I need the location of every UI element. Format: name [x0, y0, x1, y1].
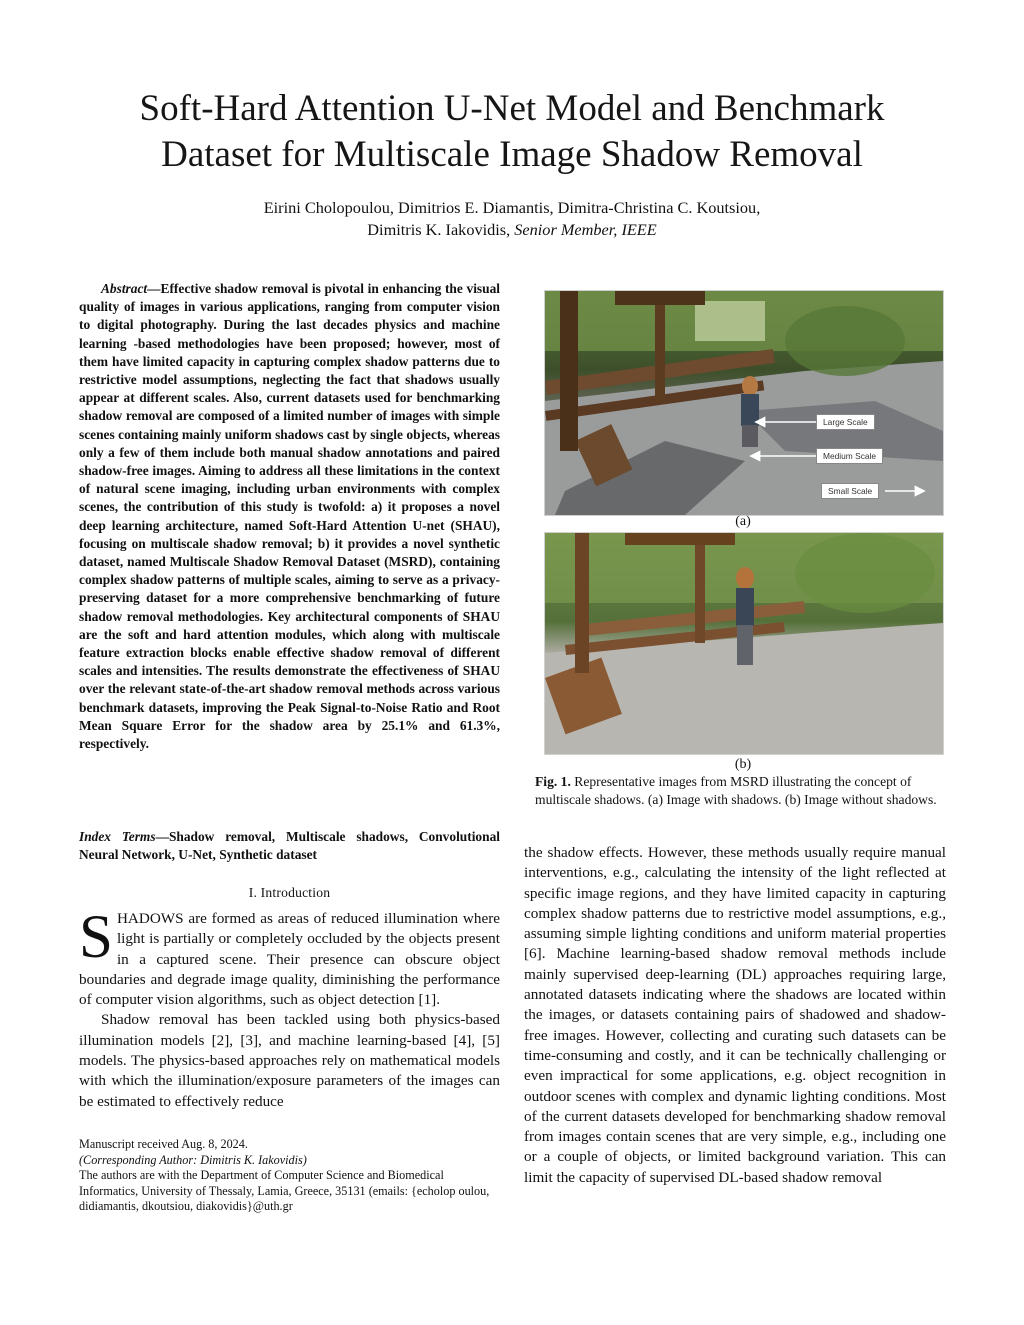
abstract-label: Abstract — [101, 281, 148, 296]
index-terms — [79, 828, 500, 864]
intro-paragraph-1-text: HADOWS are formed as areas of reduced illumination where light is partially or completely occluded by the objects present in a captured scene. Their presence can obscure object boundaries and degrade image quality, diminishing the performance of computer vision algorithms, such as object detection [1]. — [79, 910, 500, 1009]
caption-text: Representative images from MSRD illustrating the concept of multiscale shadows. (a) Image with shadows. (b) Image without shadows. — [535, 774, 937, 807]
introduction-text — [79, 904, 500, 1112]
footnote-corresponding: (Corresponding Author: Dimitris K. Iakovidis) — [79, 1152, 307, 1167]
small-scale-tag: Small Scale — [821, 483, 879, 499]
footnote — [79, 1137, 500, 1215]
footnote-affiliation: The authors are with the Department of Computer Science and Biomedical Informatics, University of Thessaly, Lamia, Greece, 35131 (emails: {echolop oulou, didiamantis, dkoutsiou, diakovidis}@uth.gr — [79, 1168, 490, 1214]
authors-line-2 — [100, 219, 924, 241]
title-line-2: Dataset for Multiscale Image Shadow Removal — [161, 134, 863, 175]
abstract — [79, 280, 500, 753]
shadow-free-scene-image — [545, 533, 943, 754]
title-line-1: Soft-Hard Attention U-Net Model and Benchmark — [139, 88, 885, 129]
figure-label-b: (b) — [734, 757, 752, 772]
author-list — [100, 197, 924, 241]
intro-paragraph-2: Shadow removal has been tackled using both physics-based illumination models [2], [3], and machine learning-based [4], [5] models. The physics-based approaches rely on mathematical models with which the illumination/exposure parameters of the images can be estimated to effectively reduce — [79, 1011, 500, 1110]
index-terms-label: Index Terms — [79, 829, 156, 844]
figure-caption — [535, 773, 946, 808]
footnote-received: Manuscript received Aug. 8, 2024. — [79, 1137, 248, 1151]
medium-scale-tag: Medium Scale — [816, 448, 883, 464]
authors-line-1: Eirini Cholopoulou, Dimitrios E. Diamantis, Dimitra-Christina C. Koutsiou, — [263, 198, 761, 217]
paper-title — [60, 86, 964, 178]
scale-arrows — [545, 291, 943, 515]
section-heading: I. Introduction — [248, 885, 331, 900]
author-name: Dimitris K. Iakovidis, — [367, 220, 511, 239]
right-column-text: the shadow effects. However, these methods usually require manual interventions, e.g., calculating the intensity of the light reflected at specific image regions, and they have limited capacity in capturing complex shadow patterns due to restrictive model assumptions, e.g., assuming simple lighting conditions and uniform material properties [6]. Machine learning-based shadow removal methods include mainly supervised deep-learning (DL) approaches requiring large, annotated datasets indicating where the shadows are located within the images, or datasets containing pairs of shadowed and shadow-free images. However, collecting and curating such datasets can be time-consuming and costly, and it can be technically challenging or even impractical for some applications, e.g. object recognition in outdoor scenes with complex and dynamic lighting conditions. Most of the current datasets developed for benchmarking shadow removal from images contain scenes that are very simple, e.g., including one or a couple of objects, or limited background variation. This can limit the capacity of supervised DL-based shadow removal — [524, 844, 946, 1186]
figure-image-with-shadows — [544, 290, 944, 516]
drop-cap: S — [79, 904, 113, 971]
caption-label: Fig. 1. — [535, 774, 571, 789]
large-scale-tag: Large Scale — [816, 414, 875, 430]
figure-label-a: (a) — [735, 514, 751, 529]
index-terms-text: —Shadow removal, Multiscale shadows, Convolutional Neural Network, U-Net, Synthetic dataset — [79, 829, 500, 863]
figure-image-without-shadows — [544, 532, 944, 755]
intro-paragraph-1 — [79, 904, 500, 1010]
abstract-text: —Effective shadow removal is pivotal in enhancing the visual quality of images in various applications, ranging from computer vision to digital photography. During the last decades physics and machine learning -based methodologies have been proposed; however, most of them have limited capacity in capturing complex shadow patterns due to restrictive model assumptions, neglecting the fact that shadows usually appear at different scales. Also, current datasets used for benchmarking shadow removal are composed of a limited number of images with simple scenes containing mainly uniform shadows cast by single objects, whereas only a few of them include both manual shadow annotations and paired shadow-free images. Aiming to address all these limitations in the context of natural scene imaging, including urban environments with complex scenes, the contribution of this study is twofold: a) it proposes a novel deep learning architecture, named Soft-Hard Attention U-net (SHAU), focusing on multiscale shadow removal; b) it provides a novel synthetic dataset, named Multiscale Shadow Removal Dataset (MSRD), containing complex shadow patterns of multiple scales, aiming to serve as a privacy-preserving dataset for a more comprehensive benchmarking of future shadow removal methodologies. Key architectural components of SHAU are the soft and hard attention modules, which along with multiscale feature extraction blocks enable effective shadow removal of different scales and intensities. The results demonstrate the effectiveness of SHAU over the relevant state-of-the-art shadow removal methods across various benchmark datasets, improving the Peak Signal-to-Noise Ratio and Root Mean Square Error for the shadow area by 25.1% and 61.3%, respectively. — [79, 281, 500, 752]
author-role: Senior Member, IEEE — [514, 220, 657, 239]
